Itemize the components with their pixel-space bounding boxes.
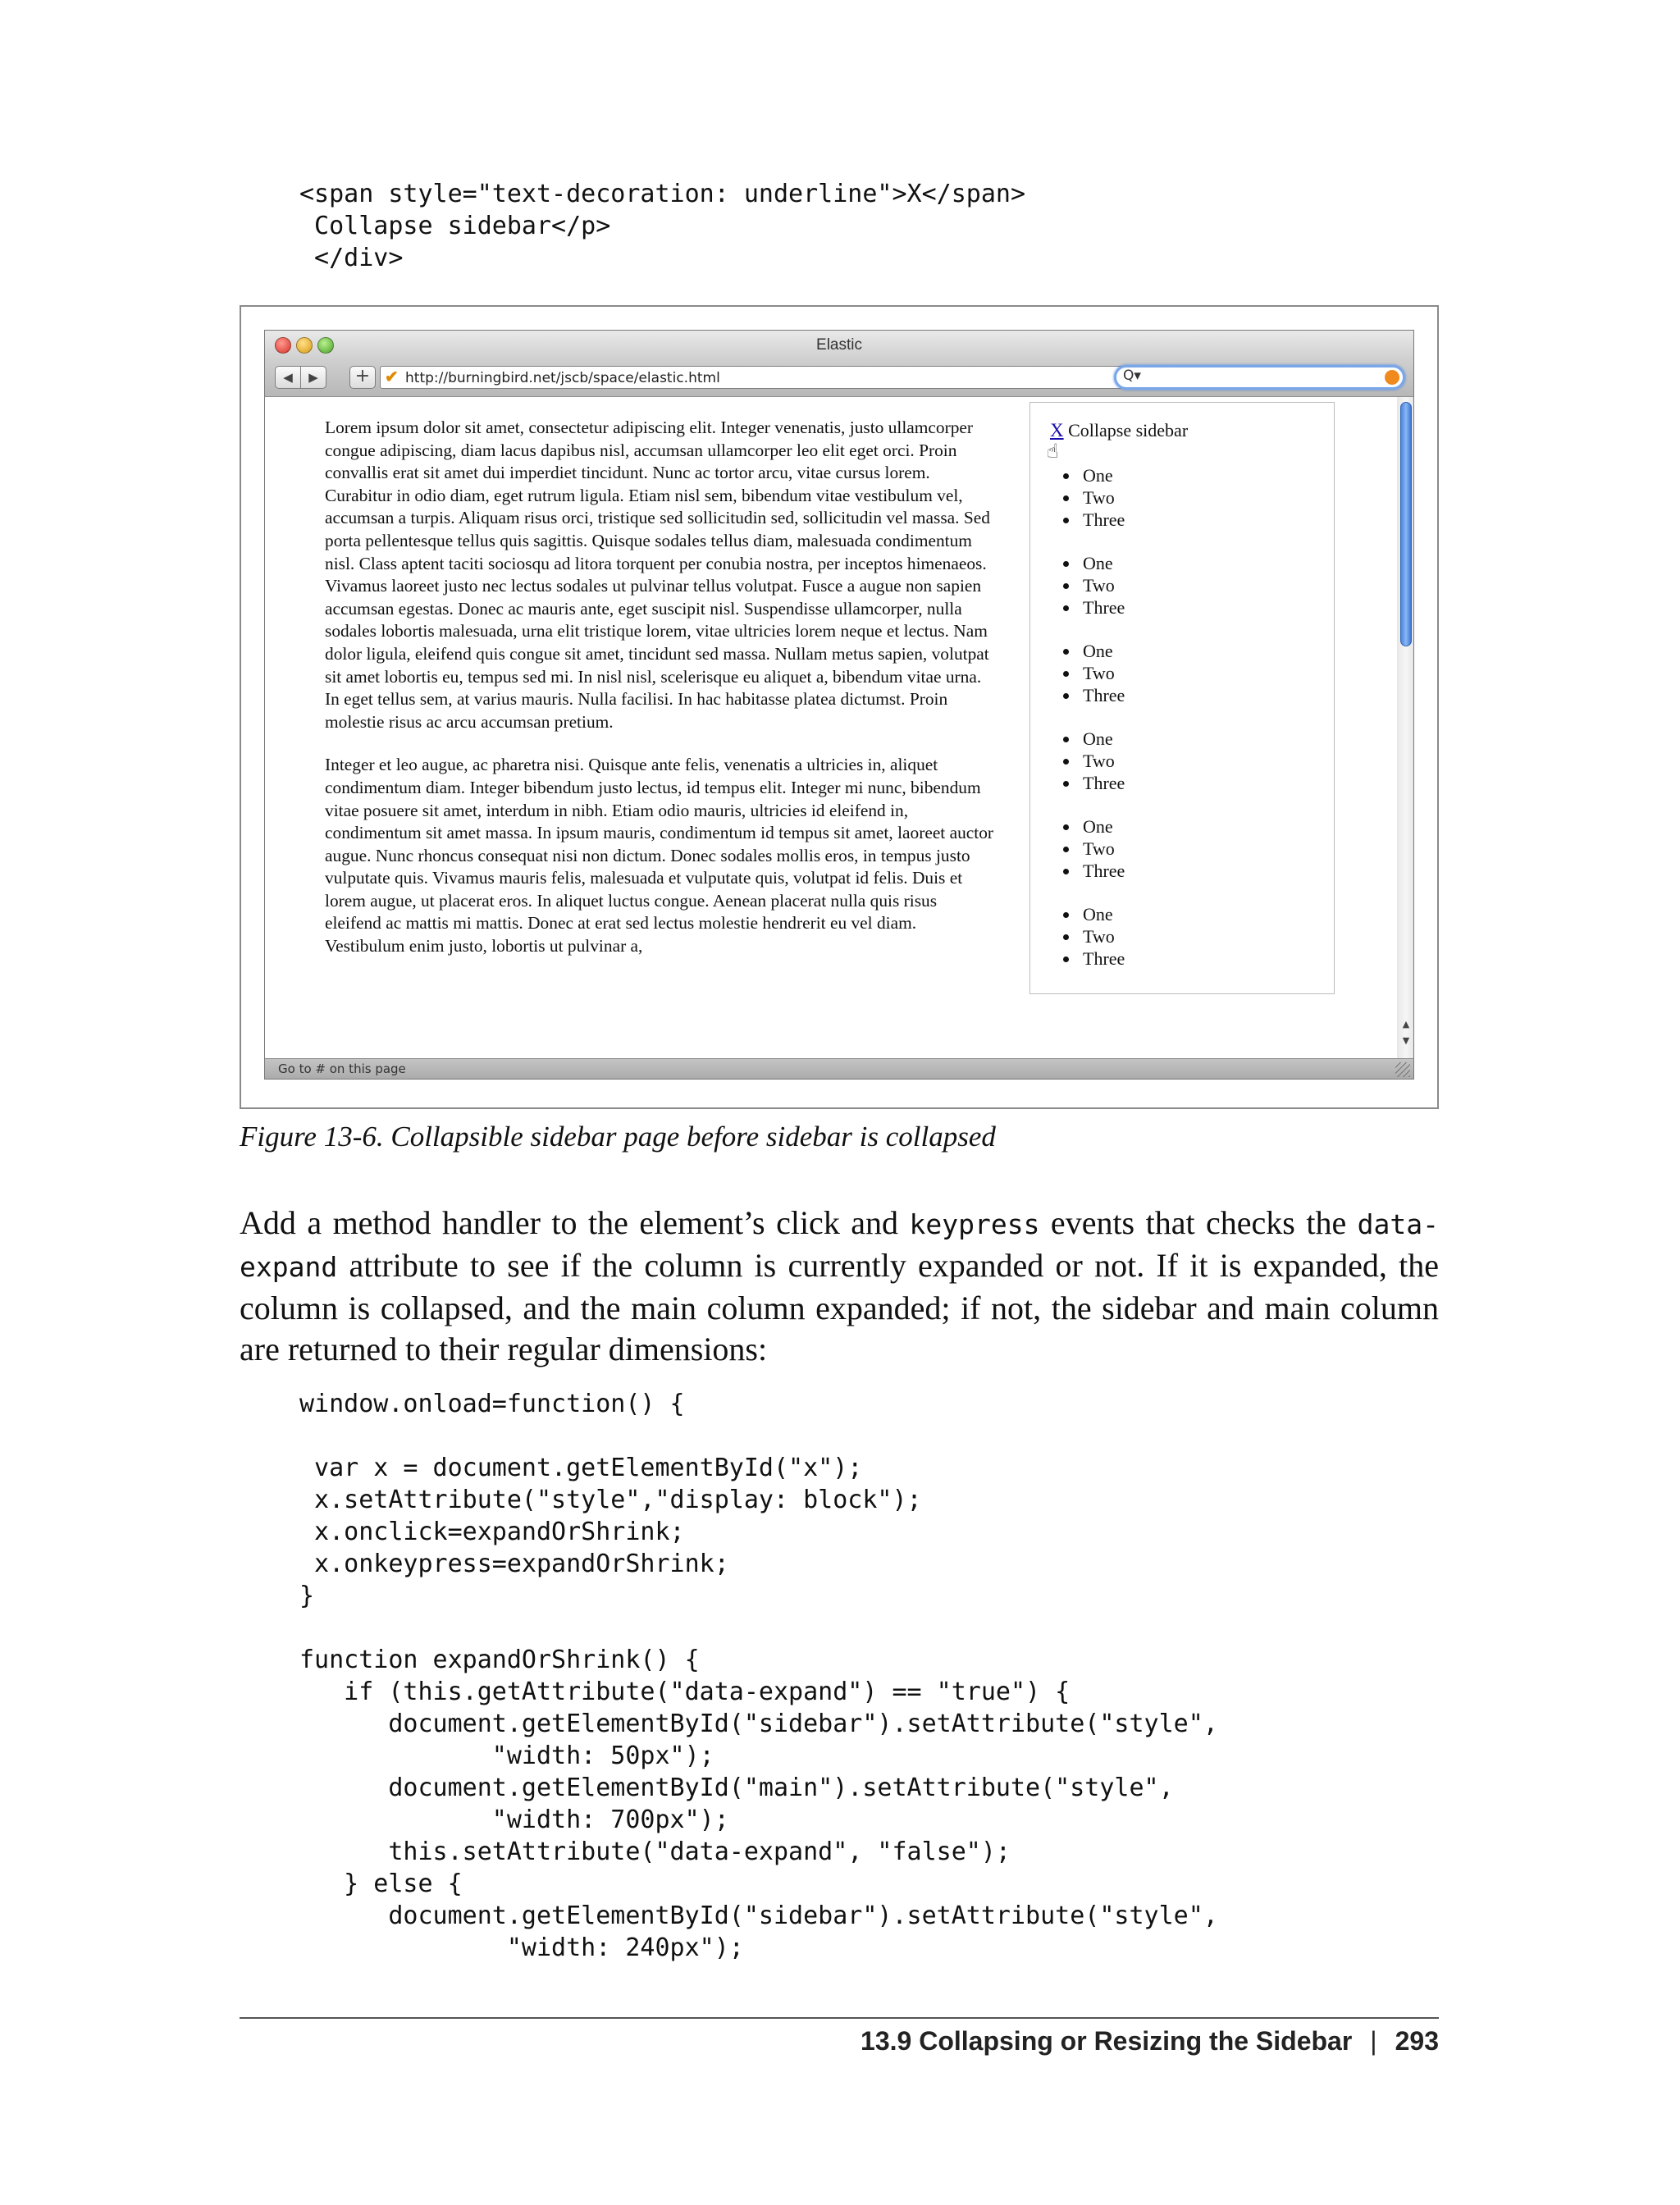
sidebar (1029, 402, 1335, 994)
list-item: • One (1080, 552, 1125, 574)
list-item: • One (1080, 903, 1125, 925)
list-item: • One (1080, 728, 1125, 750)
sidebar-list (1042, 815, 1125, 882)
sidebar-list (1042, 728, 1125, 794)
pointer-hand-icon: ☝ (1047, 440, 1059, 463)
code-listing: window.onload=function() { var x = document.getElementById("x"); x.setAttribute("style","display: block"); x.onclick=expandOrShrink; x.onkeypress=expandOrShrink; } function expandOrShrink() { if (this.getAttribute("data-expand") == "true") { document.getElementById("sidebar").setAttribute("style", "width: 50px"); document.getElementById("main").setAttribute("style", "width: 700px"); this.setAttribute("data-expand", "false"); } else { document.getElementById("sidebar").setAttribute("style", "width: 240px"); (299, 1390, 1218, 1962)
scroll-up-arrow-icon[interactable]: ▲ (1402, 1019, 1410, 1029)
sidebar-list (1042, 640, 1125, 706)
back-button[interactable]: ◀ (275, 366, 301, 389)
add-bookmark-button[interactable]: + (349, 366, 376, 389)
main-column (325, 417, 998, 979)
status-text: Go to # on this page (278, 1061, 406, 1076)
inline-code-keypress: keypress (909, 1208, 1040, 1240)
scrollbar-thumb[interactable] (1400, 402, 1412, 646)
collapse-sidebar-label: Collapse sidebar (1063, 420, 1189, 441)
sidebar-list (1042, 464, 1125, 531)
running-section-title: 13.9 Collapsing or Resizing the Sidebar (861, 2026, 1353, 2056)
footer-rule (240, 2017, 1439, 2019)
list-item: • Two (1080, 574, 1125, 596)
forward-button[interactable]: ▶ (300, 366, 326, 389)
list-item: • Two (1080, 750, 1125, 772)
window-title: Elastic (816, 336, 862, 354)
status-bar (265, 1058, 1413, 1080)
code-snippet-top: <span style="text-decoration: underline">X</span> Collapse sidebar</p> </div> (299, 180, 1026, 272)
lorem-paragraph: Integer et leo augue, ac pharetra nisi. Quisque ante felis, venenatis a ultricies in, aliquet condimentum diam. Integer bibendum justo lectus, id tempus elit. Integer mi nunc, bibendum vitae posuere sit amet, interdum in nibh. Etiam odio mauris, ultricies id eleifend in, condimentum sit amet massa. In ipsum mauris, condimentum id tempus sit amet, laoreet auctor augue. Nunc rhoncus consequat nisi non dictum. Donec sodales mollis eros, in tempus justo vulputate quis. Vivamus mauris felis, malesuada et vulputate quis, volutpat id felis. Duis et lorem augue, ut placerat eros. In aliquet luctus congue. Aenean placerat nulla quis risus eleifend ac mattis mi mattis. Donec at erat sed lectus molestie hendrerit eu vel diam. Vestibulum enim justo, lobortis ut pulvinar a, (325, 755, 994, 956)
search-clear-icon[interactable] (1385, 370, 1399, 385)
list-item: • Three (1080, 684, 1125, 706)
address-bar[interactable] (380, 366, 1210, 389)
list-item: • Three (1080, 596, 1125, 619)
page-number: 293 (1395, 2026, 1439, 2056)
list-item: • Two (1080, 838, 1125, 860)
collapse-x-link[interactable]: X (1050, 420, 1064, 441)
collapse-sidebar-control[interactable] (1050, 419, 1188, 441)
list-item: • One (1080, 640, 1125, 662)
footer-separator: | (1370, 2026, 1377, 2056)
sidebar-lists (1042, 464, 1125, 991)
paragraph-text: events that checks the (1039, 1204, 1358, 1241)
paragraph-text: attribute to see if the column is currently expanded or not. If it is expanded, the column is collapsed, and the main column expanded; if not, the sidebar and main column are returned to their regular dimensions: (240, 1247, 1439, 1367)
list-item: • Three (1080, 860, 1125, 882)
list-item: • Two (1080, 662, 1125, 684)
resize-grip-icon[interactable] (1395, 1062, 1410, 1077)
body-paragraph (240, 1203, 1439, 1370)
list-item: • Three (1080, 772, 1125, 794)
browser-toolbar (265, 360, 1413, 397)
site-favicon-icon: ✔ (385, 368, 399, 386)
inline-code-data-expand: data-expand (240, 1208, 1440, 1283)
list-item: • One (1080, 815, 1125, 838)
list-item: • One (1080, 464, 1125, 486)
list-item: • Three (1080, 509, 1125, 531)
scroll-down-arrow-icon[interactable]: ▼ (1402, 1035, 1410, 1046)
search-field[interactable] (1114, 365, 1405, 390)
url-text[interactable]: http://burningbird.net/jscb/space/elastic.html (405, 370, 720, 386)
figure-screenshot (240, 305, 1439, 1109)
sidebar-list (1042, 552, 1125, 619)
page-footer (861, 2026, 1439, 2057)
title-bar (265, 331, 1413, 360)
vertical-scrollbar[interactable] (1397, 397, 1414, 1058)
sidebar-list (1042, 903, 1125, 970)
list-item: • Two (1080, 925, 1125, 947)
page-content (265, 397, 1397, 1058)
figure-caption: Figure 13-6. Collapsible sidebar page before sidebar is collapsed (240, 1121, 996, 1153)
browser-window (264, 330, 1414, 1080)
list-item: • Two (1080, 486, 1125, 509)
paragraph-text: Add a method handler to the element’s click and (240, 1204, 910, 1241)
lorem-paragraph: Lorem ipsum dolor sit amet, consectetur adipiscing elit. Integer venenatis, justo ullamcorper congue adipiscing, diam lacus dapibus nisl, accumsan ullamcorper leo elit eget orci. Proin convallis erat sit amet dui imperdiet tincidunt. Nunc ac tortor arcu, vitae cursus lorem. Curabitur in odio diam, eget rutrum ligula. Etiam nisl sem, bibendum vitae vestibulum vel, accumsan a turpis. Aliquam risus orci, tristique sed sollicitudin sed, sollicitudin vel massa. Sed porta pellentesque tellus quis sagittis. Quisque sodales tellus diam, malesuada condimentum nisl. Class aptent taciti sociosqu ad litora torquent per conubia nostra, per inceptos himenaeos. Vivamus laoreet justo nec lectus sodales ut pulvinar tellus volutpat. Fusce a augue non sapien accumsan egestas. Donec ac mauris ante, eget suscipit nisl. Suspendisse ullamcorper, nulla sodales lobortis malesuada, urna elit tristique lorem, vitae ultricies lorem neque et lectus. Nam dolor ligula, eleifend quis congue sit amet, tincidunt sed massa. Nullam metus sapien, volutpat sit amet lobortis eu, tempus sed mi. In nisl nisl, scelerisque eu aliquet a, bibendum vitae urna. In eget tellus sem, at varius mauris. Nulla facilisi. In hac habitasse platea dictumst. Proin molestie risus ac arcu accumsan pretium. (325, 418, 990, 732)
list-item: • Three (1080, 947, 1125, 970)
search-icon[interactable]: Q▾ (1123, 368, 1141, 384)
